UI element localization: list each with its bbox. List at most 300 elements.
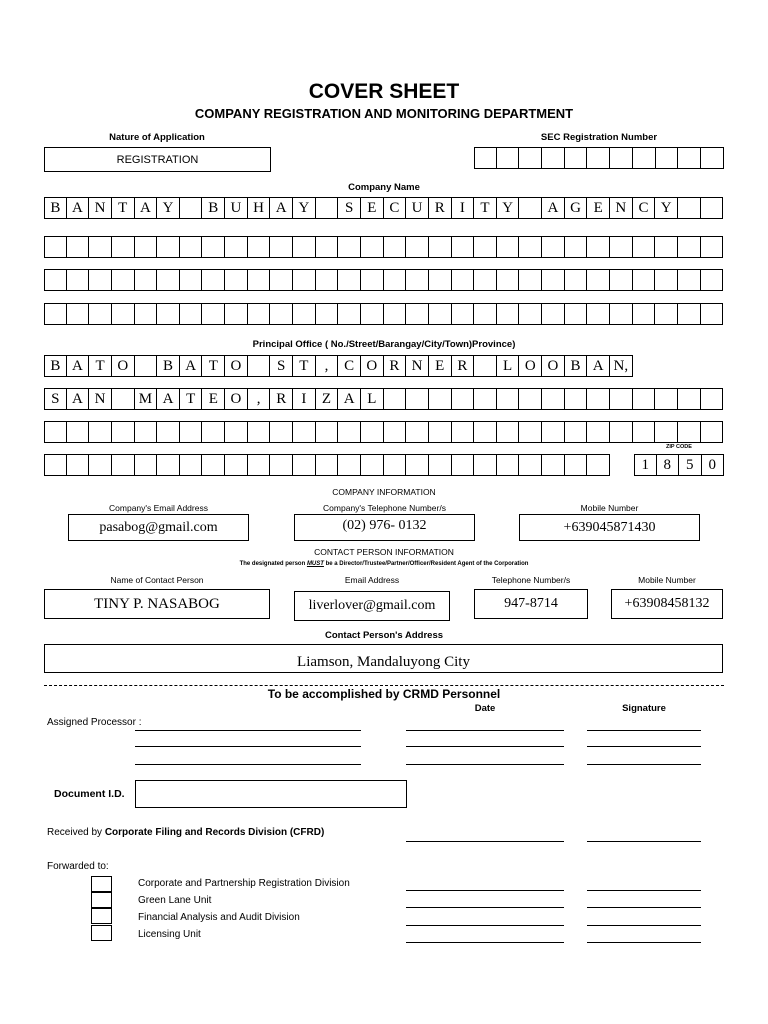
char-box[interactable] xyxy=(202,236,225,258)
char-box[interactable] xyxy=(384,454,407,476)
char-box[interactable]: I xyxy=(293,388,316,410)
char-box[interactable] xyxy=(157,303,180,325)
char-box[interactable]: T xyxy=(112,197,135,219)
char-box[interactable] xyxy=(248,454,271,476)
nature-of-application-value: REGISTRATION xyxy=(116,153,199,166)
char-box[interactable] xyxy=(497,147,520,169)
char-box[interactable]: A xyxy=(542,197,565,219)
char-box[interactable]: A xyxy=(67,197,90,219)
char-box[interactable] xyxy=(474,454,497,476)
received-date-line[interactable] xyxy=(406,841,564,842)
char-box[interactable] xyxy=(497,269,520,291)
char-box[interactable]: B xyxy=(44,197,67,219)
char-box[interactable] xyxy=(633,269,656,291)
char-box[interactable]: A xyxy=(180,355,203,377)
char-box[interactable] xyxy=(542,388,565,410)
char-box[interactable]: N xyxy=(89,197,112,219)
char-box[interactable] xyxy=(248,421,271,443)
char-box[interactable]: O xyxy=(519,355,542,377)
char-box[interactable] xyxy=(225,454,248,476)
char-box[interactable] xyxy=(701,236,724,258)
char-box[interactable] xyxy=(565,147,588,169)
char-box[interactable] xyxy=(316,454,339,476)
char-box[interactable]: A xyxy=(157,388,180,410)
char-box[interactable]: 8 xyxy=(657,454,680,476)
forward-signature-line[interactable] xyxy=(587,907,701,908)
contact-telephone-label: Telephone Number/s xyxy=(491,575,571,585)
char-box[interactable]: A xyxy=(338,388,361,410)
char-box[interactable] xyxy=(270,421,293,443)
company-telephone-field[interactable] xyxy=(294,514,475,541)
char-box[interactable] xyxy=(202,454,225,476)
principal-office-row[interactable] xyxy=(44,421,723,443)
company-name-row[interactable] xyxy=(44,197,723,219)
char-box[interactable] xyxy=(316,236,339,258)
char-box[interactable]: B xyxy=(44,355,67,377)
contact-email-field[interactable] xyxy=(294,591,450,621)
char-box[interactable] xyxy=(406,388,429,410)
char-box[interactable] xyxy=(565,421,588,443)
char-box[interactable] xyxy=(112,303,135,325)
company-name-row[interactable] xyxy=(44,236,723,258)
char-box[interactable] xyxy=(429,236,452,258)
char-box[interactable]: G xyxy=(565,197,588,219)
char-box[interactable] xyxy=(384,421,407,443)
char-box[interactable] xyxy=(565,454,588,476)
char-box[interactable] xyxy=(157,236,180,258)
char-box[interactable]: , xyxy=(316,355,339,377)
char-box[interactable] xyxy=(474,388,497,410)
char-box[interactable] xyxy=(429,303,452,325)
char-box[interactable]: I xyxy=(452,197,475,219)
char-box[interactable] xyxy=(44,236,67,258)
char-box[interactable] xyxy=(67,236,90,258)
char-box[interactable] xyxy=(157,269,180,291)
char-box[interactable] xyxy=(542,421,565,443)
char-box[interactable] xyxy=(497,454,520,476)
char-box[interactable] xyxy=(338,236,361,258)
char-box[interactable] xyxy=(202,303,225,325)
company-name-row[interactable] xyxy=(44,269,723,291)
char-box[interactable] xyxy=(112,421,135,443)
char-box[interactable] xyxy=(44,454,67,476)
char-box[interactable] xyxy=(112,269,135,291)
char-box[interactable]: N xyxy=(89,388,112,410)
signature-line[interactable] xyxy=(587,764,701,765)
char-box[interactable]: T xyxy=(474,197,497,219)
char-box[interactable] xyxy=(587,269,610,291)
char-box[interactable] xyxy=(135,421,158,443)
char-box[interactable]: T xyxy=(202,355,225,377)
char-box[interactable]: Y xyxy=(655,197,678,219)
char-box[interactable] xyxy=(270,269,293,291)
char-box[interactable] xyxy=(180,303,203,325)
char-box[interactable] xyxy=(452,236,475,258)
char-box[interactable] xyxy=(519,388,542,410)
char-box[interactable] xyxy=(316,269,339,291)
char-box[interactable]: B xyxy=(157,355,180,377)
char-box[interactable] xyxy=(678,197,701,219)
char-box[interactable]: M xyxy=(135,388,158,410)
signature-line[interactable] xyxy=(587,746,701,747)
char-box[interactable] xyxy=(316,303,339,325)
nature-of-application-field[interactable] xyxy=(44,147,271,172)
char-box[interactable] xyxy=(89,303,112,325)
char-box[interactable] xyxy=(406,269,429,291)
char-box[interactable] xyxy=(452,269,475,291)
char-box[interactable] xyxy=(135,454,158,476)
char-box[interactable] xyxy=(474,236,497,258)
char-box[interactable] xyxy=(633,147,656,169)
char-box[interactable]: N xyxy=(610,197,633,219)
char-box[interactable] xyxy=(225,236,248,258)
char-box[interactable] xyxy=(497,236,520,258)
char-box[interactable]: Y xyxy=(293,197,316,219)
char-box[interactable] xyxy=(633,303,656,325)
char-box[interactable] xyxy=(655,269,678,291)
char-box[interactable]: O xyxy=(542,355,565,377)
char-box[interactable] xyxy=(112,236,135,258)
char-box[interactable] xyxy=(610,269,633,291)
char-box[interactable]: R xyxy=(270,388,293,410)
char-box[interactable] xyxy=(519,197,542,219)
char-box[interactable]: L xyxy=(497,355,520,377)
char-box[interactable] xyxy=(135,355,158,377)
char-box[interactable] xyxy=(225,303,248,325)
char-box[interactable] xyxy=(565,236,588,258)
char-box[interactable]: C xyxy=(384,197,407,219)
char-box[interactable] xyxy=(361,421,384,443)
page-subtitle: COMPANY REGISTRATION AND MONITORING DEPARTMENT xyxy=(194,106,574,121)
char-box[interactable] xyxy=(587,303,610,325)
char-box[interactable] xyxy=(519,269,542,291)
char-box[interactable]: O xyxy=(361,355,384,377)
char-box[interactable] xyxy=(89,421,112,443)
company-mobile-field[interactable] xyxy=(519,514,700,541)
date-line[interactable] xyxy=(406,746,564,747)
char-box[interactable]: U xyxy=(225,197,248,219)
char-box[interactable] xyxy=(44,303,67,325)
char-box[interactable] xyxy=(542,236,565,258)
char-box[interactable] xyxy=(429,454,452,476)
char-box[interactable] xyxy=(587,236,610,258)
char-box[interactable]: B xyxy=(565,355,588,377)
forward-checkbox-green-lane[interactable] xyxy=(91,892,112,908)
char-box[interactable] xyxy=(293,303,316,325)
char-box[interactable]: R xyxy=(384,355,407,377)
char-box[interactable] xyxy=(452,388,475,410)
char-box[interactable] xyxy=(135,269,158,291)
char-box[interactable]: H xyxy=(248,197,271,219)
principal-office-row[interactable] xyxy=(44,454,610,476)
char-box[interactable] xyxy=(429,421,452,443)
date-line[interactable] xyxy=(406,764,564,765)
char-box[interactable]: A xyxy=(67,388,90,410)
char-box[interactable]: S xyxy=(270,355,293,377)
char-box[interactable] xyxy=(633,236,656,258)
char-box[interactable] xyxy=(338,269,361,291)
char-box[interactable] xyxy=(338,454,361,476)
char-box[interactable] xyxy=(610,421,633,443)
forward-date-line[interactable] xyxy=(406,907,564,908)
forward-checkbox-faad[interactable] xyxy=(91,908,112,924)
char-box[interactable] xyxy=(655,388,678,410)
forward-item-green-lane: Green Lane Unit xyxy=(138,895,212,906)
company-name-row[interactable] xyxy=(44,303,723,325)
char-box[interactable] xyxy=(112,388,135,410)
char-box[interactable] xyxy=(701,303,724,325)
char-box[interactable] xyxy=(270,454,293,476)
char-box[interactable] xyxy=(474,303,497,325)
char-box[interactable] xyxy=(565,303,588,325)
received-signature-line[interactable] xyxy=(587,841,701,842)
char-box[interactable] xyxy=(293,236,316,258)
char-box[interactable] xyxy=(270,236,293,258)
char-box[interactable]: L xyxy=(361,388,384,410)
char-box[interactable]: Z xyxy=(316,388,339,410)
char-box[interactable] xyxy=(135,303,158,325)
signature-line[interactable] xyxy=(587,730,701,731)
char-box[interactable] xyxy=(406,421,429,443)
char-box[interactable] xyxy=(112,454,135,476)
char-box[interactable] xyxy=(89,269,112,291)
sec-registration-grid[interactable] xyxy=(474,147,724,169)
char-box[interactable] xyxy=(225,421,248,443)
contact-telephone-field[interactable] xyxy=(474,589,588,619)
char-box[interactable] xyxy=(587,421,610,443)
forward-signature-line[interactable] xyxy=(587,925,701,926)
char-box[interactable] xyxy=(565,388,588,410)
char-box[interactable] xyxy=(202,421,225,443)
char-box[interactable] xyxy=(678,421,701,443)
char-box[interactable] xyxy=(678,269,701,291)
char-box[interactable]: U xyxy=(406,197,429,219)
char-box[interactable]: A xyxy=(587,355,610,377)
char-box[interactable] xyxy=(587,388,610,410)
char-box[interactable]: Y xyxy=(157,197,180,219)
char-box[interactable] xyxy=(610,388,633,410)
char-box[interactable] xyxy=(519,454,542,476)
char-box[interactable] xyxy=(89,236,112,258)
char-box[interactable] xyxy=(587,147,610,169)
char-box[interactable] xyxy=(180,236,203,258)
char-box[interactable]: A xyxy=(135,197,158,219)
char-box[interactable]: N xyxy=(406,355,429,377)
char-box[interactable]: E xyxy=(202,388,225,410)
char-box[interactable] xyxy=(429,388,452,410)
char-box[interactable] xyxy=(519,236,542,258)
forward-date-line[interactable] xyxy=(406,890,564,891)
char-box[interactable] xyxy=(270,303,293,325)
char-box[interactable]: , xyxy=(248,388,271,410)
char-box[interactable]: C xyxy=(338,355,361,377)
char-box[interactable] xyxy=(248,236,271,258)
date-line[interactable] xyxy=(406,730,564,731)
char-box[interactable]: 0 xyxy=(702,454,725,476)
char-box[interactable] xyxy=(519,147,542,169)
char-box[interactable] xyxy=(655,236,678,258)
char-box[interactable] xyxy=(406,303,429,325)
processor-line[interactable] xyxy=(135,746,361,747)
forward-date-line[interactable] xyxy=(406,925,564,926)
char-box[interactable]: R xyxy=(452,355,475,377)
char-box[interactable] xyxy=(452,303,475,325)
char-box[interactable] xyxy=(180,421,203,443)
char-box[interactable]: T xyxy=(89,355,112,377)
char-box[interactable] xyxy=(474,355,497,377)
char-box[interactable] xyxy=(678,236,701,258)
char-box[interactable] xyxy=(361,236,384,258)
char-box[interactable] xyxy=(655,303,678,325)
char-box[interactable] xyxy=(225,269,248,291)
char-box[interactable]: A xyxy=(270,197,293,219)
zip-code-grid[interactable] xyxy=(634,454,724,476)
char-box[interactable] xyxy=(361,454,384,476)
char-box[interactable] xyxy=(678,388,701,410)
char-box[interactable]: E xyxy=(429,355,452,377)
char-box[interactable] xyxy=(384,236,407,258)
char-box[interactable] xyxy=(497,303,520,325)
char-box[interactable] xyxy=(429,269,452,291)
char-box[interactable] xyxy=(316,197,339,219)
char-box[interactable] xyxy=(338,303,361,325)
char-box[interactable] xyxy=(452,421,475,443)
char-box[interactable] xyxy=(293,421,316,443)
char-box[interactable] xyxy=(248,303,271,325)
char-box[interactable] xyxy=(497,421,520,443)
char-box[interactable] xyxy=(44,421,67,443)
char-box[interactable] xyxy=(474,421,497,443)
char-box[interactable] xyxy=(542,303,565,325)
char-box[interactable]: E xyxy=(361,197,384,219)
char-box[interactable] xyxy=(678,303,701,325)
char-box[interactable] xyxy=(474,269,497,291)
company-telephone-value: (02) 976- 0132 xyxy=(342,518,427,533)
char-box[interactable] xyxy=(67,269,90,291)
char-box[interactable] xyxy=(655,421,678,443)
char-box[interactable] xyxy=(361,303,384,325)
contact-name-field[interactable] xyxy=(44,589,270,619)
char-box[interactable] xyxy=(384,269,407,291)
char-box[interactable] xyxy=(157,454,180,476)
char-box[interactable] xyxy=(633,388,656,410)
char-box[interactable] xyxy=(67,303,90,325)
char-box[interactable]: S xyxy=(44,388,67,410)
forward-date-line[interactable] xyxy=(406,942,564,943)
char-box[interactable] xyxy=(656,147,679,169)
char-box[interactable]: N, xyxy=(610,355,633,377)
char-box[interactable]: E xyxy=(587,197,610,219)
principal-office-row[interactable] xyxy=(44,355,633,377)
char-box[interactable] xyxy=(384,388,407,410)
forward-item-faad: Financial Analysis and Audit Division xyxy=(138,912,300,923)
char-box[interactable] xyxy=(406,454,429,476)
char-box[interactable]: 1 xyxy=(634,454,657,476)
forward-checkbox-licensing[interactable] xyxy=(91,925,112,941)
char-box[interactable] xyxy=(384,303,407,325)
forward-checkbox-cprd[interactable] xyxy=(91,876,112,892)
char-box[interactable] xyxy=(610,147,633,169)
contact-mobile-field[interactable] xyxy=(611,589,723,619)
char-box[interactable] xyxy=(701,388,724,410)
char-box[interactable]: T xyxy=(293,355,316,377)
company-mobile-value: +639045871430 xyxy=(563,519,656,535)
char-box[interactable]: O xyxy=(112,355,135,377)
char-box[interactable] xyxy=(701,147,724,169)
char-box[interactable] xyxy=(542,147,565,169)
char-box[interactable] xyxy=(542,454,565,476)
char-box[interactable] xyxy=(542,269,565,291)
char-box[interactable]: B xyxy=(202,197,225,219)
principal-office-row[interactable] xyxy=(44,388,723,410)
page-title: COVER SHEET xyxy=(308,80,460,103)
char-box[interactable] xyxy=(610,236,633,258)
char-box[interactable] xyxy=(338,421,361,443)
forward-item-cprd: Corporate and Partnership Registration Division xyxy=(138,878,350,889)
char-box[interactable] xyxy=(452,454,475,476)
processor-line[interactable] xyxy=(135,764,361,765)
char-box[interactable] xyxy=(678,147,701,169)
char-box[interactable] xyxy=(248,355,271,377)
char-box[interactable] xyxy=(701,197,724,219)
char-box[interactable]: O xyxy=(225,355,248,377)
char-box[interactable] xyxy=(701,269,724,291)
char-box[interactable] xyxy=(610,303,633,325)
forward-signature-line[interactable] xyxy=(587,890,701,891)
char-box[interactable] xyxy=(180,454,203,476)
char-box[interactable]: S xyxy=(338,197,361,219)
char-box[interactable] xyxy=(135,236,158,258)
char-box[interactable]: 5 xyxy=(679,454,702,476)
char-box[interactable]: O xyxy=(225,388,248,410)
char-box[interactable]: R xyxy=(429,197,452,219)
char-box[interactable] xyxy=(519,303,542,325)
char-box[interactable] xyxy=(44,269,67,291)
char-box[interactable] xyxy=(565,269,588,291)
char-box[interactable] xyxy=(361,269,384,291)
char-box[interactable] xyxy=(316,421,339,443)
char-box[interactable] xyxy=(67,421,90,443)
char-box[interactable]: A xyxy=(67,355,90,377)
char-box[interactable] xyxy=(474,147,497,169)
forward-signature-line[interactable] xyxy=(587,942,701,943)
char-box[interactable]: Y xyxy=(497,197,520,219)
char-box[interactable] xyxy=(701,421,724,443)
received-by-label: Received by Corporate Filing and Records Division (CFRD) xyxy=(47,827,325,838)
char-box[interactable] xyxy=(248,269,271,291)
contact-address-label: Contact Person's Address xyxy=(324,630,444,641)
char-box[interactable] xyxy=(519,421,542,443)
char-box[interactable] xyxy=(497,388,520,410)
document-id-field[interactable] xyxy=(135,780,407,808)
char-box[interactable] xyxy=(180,269,203,291)
char-box[interactable] xyxy=(587,454,610,476)
char-box[interactable] xyxy=(157,421,180,443)
char-box[interactable] xyxy=(89,454,112,476)
char-box[interactable]: C xyxy=(633,197,656,219)
processor-line[interactable] xyxy=(135,730,361,731)
char-box[interactable] xyxy=(202,269,225,291)
char-box[interactable] xyxy=(180,197,203,219)
char-box[interactable] xyxy=(633,421,656,443)
char-box[interactable] xyxy=(67,454,90,476)
char-box[interactable] xyxy=(293,269,316,291)
contact-address-field[interactable] xyxy=(44,644,723,673)
char-box[interactable] xyxy=(293,454,316,476)
char-box[interactable]: T xyxy=(180,388,203,410)
company-email-field[interactable] xyxy=(68,514,249,541)
char-box[interactable] xyxy=(406,236,429,258)
